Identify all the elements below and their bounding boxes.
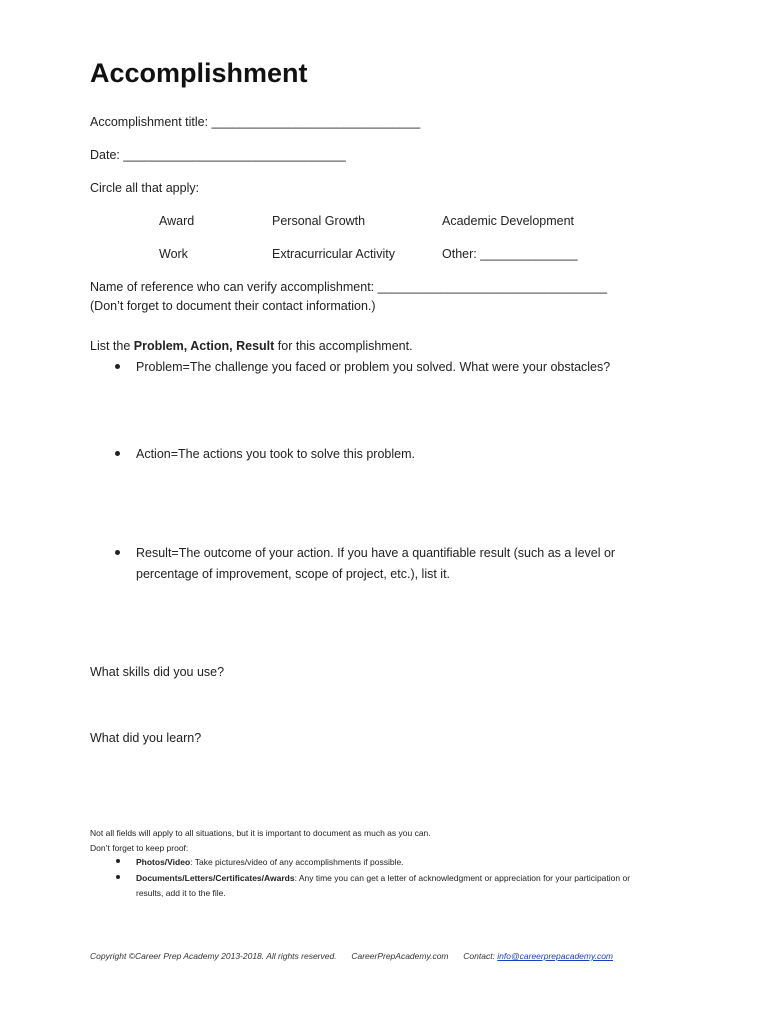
par-intro [90,338,413,354]
footer-site: CareerPrepAcademy.com [351,951,449,961]
par-intro-bold: Problem, Action, Result [133,339,275,353]
bullet-problem: Problem=The challenge you faced or problem you solved. What were your obstacles? [136,360,611,374]
option-other [442,246,578,262]
note-documents-line2: results, add it to the file. [136,888,226,898]
bullet-icon [116,875,120,879]
option-extracurricular: Extracurricular Activity [272,247,395,261]
par-intro-prefix: List the [90,339,134,353]
footer-copyright: Copyright ©Career Prep Academy 2013-2018. All rights reserved. [90,951,337,961]
circle-instruction: Circle all that apply: [90,181,200,195]
accomplishment-title-blank: ______________________________ [211,115,421,129]
note-photos-bold: Photos/Video [136,857,191,867]
page-title: Accomplishment [90,58,308,88]
note-line1: Not all fields will apply to all situations, but it is important to document as much as you can. [90,828,431,838]
note-photos-text: : Take pictures/video of any accomplishments if possible. [190,857,404,867]
date-field [90,147,346,163]
option-other-blank: ______________ [480,247,578,261]
footer [90,951,613,961]
bullet-action: Action=The actions you took to solve this problem. [136,447,415,461]
option-academic-development: Academic Development [442,214,575,228]
option-personal-growth: Personal Growth [272,214,366,228]
bullet-icon [116,859,120,863]
note-documents [136,872,630,884]
note-documents-text: : Any time you can get a letter of acknowledgment or appreciation for your participation or [294,873,631,883]
question-learn: What did you learn? [90,731,202,745]
par-intro-suffix: for this accomplishment. [274,339,413,353]
option-work: Work [159,247,188,261]
option-other-label: Other: [442,247,477,261]
question-skills: What skills did you use? [90,665,225,679]
accomplishment-title-field [90,114,420,130]
reference-blank: _________________________________ [377,280,608,294]
reference-note: (Don’t forget to document their contact information.) [90,299,376,313]
bullet-icon [115,451,120,456]
note-documents-bold: Documents/Letters/Certificates/Awards [136,873,295,883]
bullet-icon [115,550,120,555]
note-photos [136,856,404,868]
date-blank: ________________________________ [123,148,346,162]
reference-label: Name of reference who can verify accomplishment: [90,280,375,294]
bullet-result-line1: Result=The outcome of your action. If you have a quantifiable result (such as a level or [136,546,616,560]
reference-field [90,279,607,295]
bullet-icon [115,364,120,369]
note-line2: Don’t forget to keep proof: [90,843,189,853]
accomplishment-title-label: Accomplishment title: [90,115,209,129]
footer-contact-label: Contact: [463,951,495,961]
bullet-result-line2: percentage of improvement, scope of project, etc.), list it. [136,567,451,581]
date-label: Date: [90,148,120,162]
option-award: Award [159,214,195,228]
footer-email-link[interactable]: info@careerprepacademy.com [497,951,614,961]
